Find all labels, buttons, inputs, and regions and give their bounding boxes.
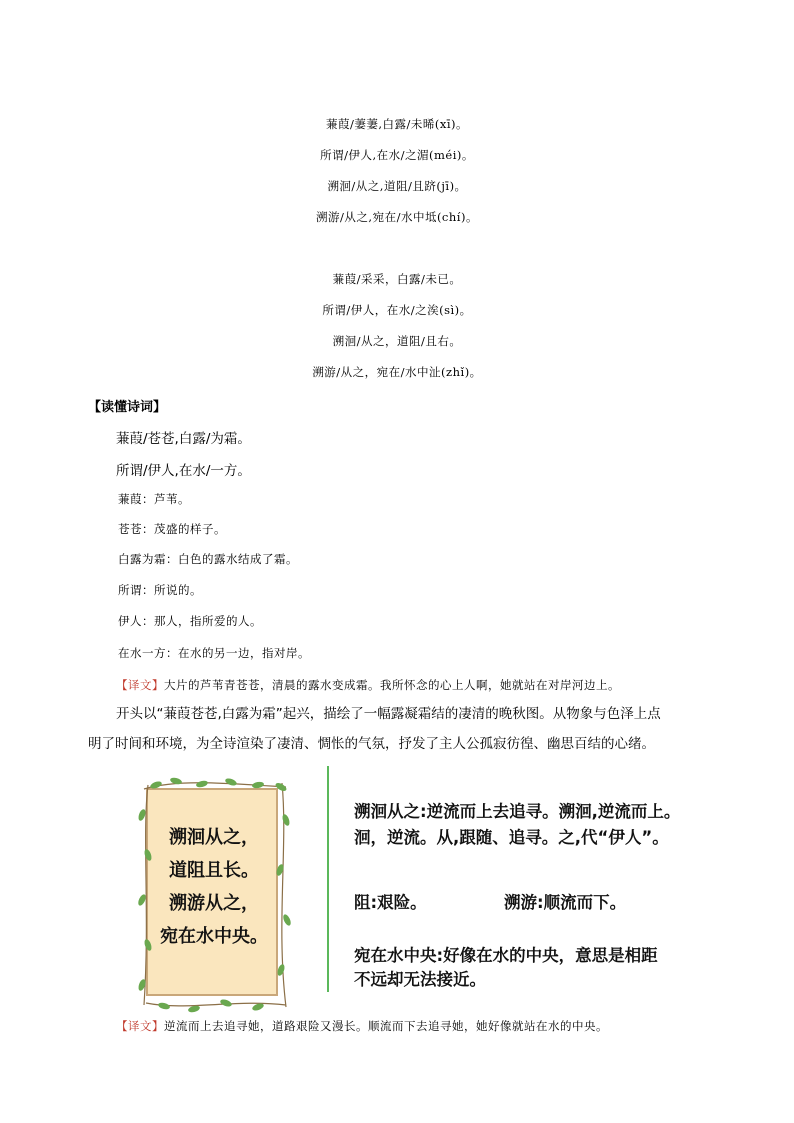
card-line: 溯洄从之， xyxy=(169,827,259,848)
poem-line: 蒹葭/萋萋,白露/未晞(xī)。 xyxy=(325,117,469,131)
annotation: 在水一方：在水的另一边，指对岸。 xyxy=(118,646,310,660)
divider-line xyxy=(327,766,329,992)
poem-line: 所谓/伊人,在水/之湄(méi)。 xyxy=(320,148,474,162)
translation xyxy=(116,677,620,693)
annotation: 白露为霜：白色的露水结成了霜。 xyxy=(118,552,298,566)
card-line: 宛在水中央。 xyxy=(160,926,268,947)
card-line: 溯游从之， xyxy=(169,893,259,914)
vine-decoration xyxy=(136,775,296,1015)
analysis-line: 明了时间和环境，为全诗渲染了凄清、惆怅的气氛，抒发了主人公孤寂彷徨、幽思百结的心绪。 xyxy=(88,736,655,752)
explanation-line: 溯洄从之:逆流而上去追寻。溯洄,逆流而上。 xyxy=(354,802,681,821)
translation-text: 大片的芦苇青苍苍，清晨的露水变成霜。我所怀念的心上人啊，她就站在对岸河边上。 xyxy=(164,678,620,692)
poem-reading-line: 蒹葭/苍苍,白露/为霜。 xyxy=(116,431,251,447)
explanation-line: 不远却无法接近。 xyxy=(354,970,486,989)
explanation-suyou: 溯游:顺流而下。 xyxy=(504,893,627,912)
poem-line: 所谓/伊人，在水/之涘(sì)。 xyxy=(322,303,472,317)
translation-text: 逆流而上去追寻她，道路艰险又漫长。顺流而下去追寻她，她好像就站在水的中央。 xyxy=(164,1019,608,1033)
bottom-translation xyxy=(116,1018,608,1034)
poem-line: 溯游/从之,宛在/水中坻(chí)。 xyxy=(316,210,478,224)
analysis-line: 开头以“蒹葭苍苍,白露为霜”起兴，描绘了一幅露凝霜结的凄清的晚秋图。从物象与色泽上点 xyxy=(116,706,661,722)
poem-line: 蒹葭/采采，白露/未已。 xyxy=(332,272,462,286)
poem-line: 溯洄/从之，道阻/且右。 xyxy=(332,334,462,348)
explanation-zu: 阻:艰险。 xyxy=(354,893,427,912)
translation-tag: 【译文】 xyxy=(116,1019,164,1033)
poem-line: 溯游/从之，宛在/水中沚(zhǐ)。 xyxy=(312,365,482,379)
section-heading: 【读懂诗词】 xyxy=(88,400,167,415)
translation-tag: 【译文】 xyxy=(116,678,164,692)
annotation: 苍苍：茂盛的样子。 xyxy=(118,522,226,536)
annotation: 伊人：那人，指所爱的人。 xyxy=(118,614,262,628)
poem-reading-line: 所谓/伊人,在水/一方。 xyxy=(116,463,251,479)
explanation-line: 洄，逆流。从,跟随、追寻。之,代“伊人”。 xyxy=(354,828,669,847)
card-line: 道阻且长。 xyxy=(169,860,259,881)
annotation: 所谓：所说的。 xyxy=(118,583,202,597)
poem-line: 溯洄/从之,道阻/且跻(jī)。 xyxy=(327,179,467,193)
annotation: 蒹葭：芦苇。 xyxy=(118,492,190,506)
explanation-line: 宛在水中央:好像在水的中央，意思是相距 xyxy=(354,946,658,965)
